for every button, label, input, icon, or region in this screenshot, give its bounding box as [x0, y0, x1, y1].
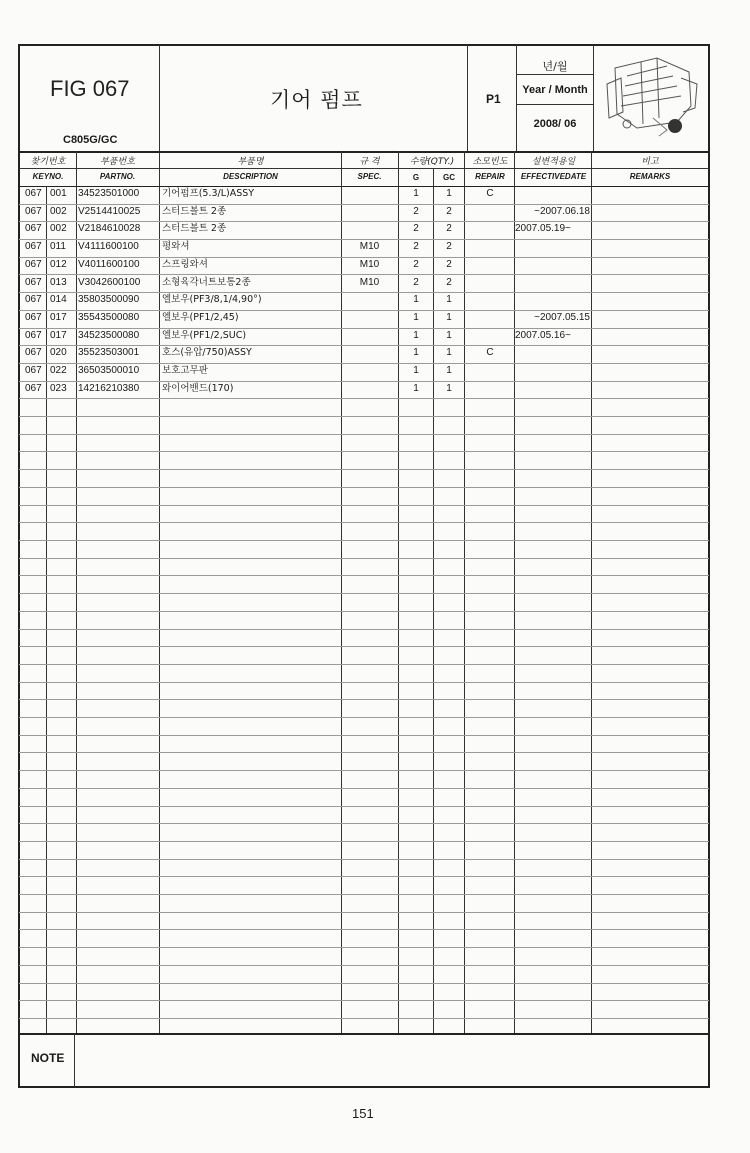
cell-qty-g: 2	[413, 277, 419, 288]
row-divider	[19, 239, 709, 240]
cell-fig-no: 067	[25, 206, 42, 217]
cell-repair: C	[486, 188, 494, 199]
cell-qty-gc: 1	[446, 330, 452, 341]
cell-qty-g: 2	[413, 241, 419, 252]
col-spec-ko: 규 격	[359, 157, 380, 167]
note-field[interactable]	[75, 1035, 708, 1086]
cell-description: 스터드볼트 2종	[162, 223, 227, 234]
row-divider	[19, 717, 709, 718]
row-divider	[19, 699, 709, 700]
row-divider	[19, 876, 709, 877]
row-divider	[19, 469, 709, 470]
revision-date: 2008/ 06	[533, 118, 577, 130]
row-divider	[19, 540, 709, 541]
row-divider	[19, 204, 709, 205]
row-divider	[19, 735, 709, 736]
cell-description: 보호고무판	[162, 365, 208, 376]
cell-description: 스프링와셔	[162, 259, 208, 270]
col-remarks-ko: 비고	[641, 157, 659, 167]
row-divider	[19, 558, 709, 559]
row-divider	[19, 664, 709, 665]
row-divider	[19, 859, 709, 860]
page-title: 기어 펌프	[270, 88, 363, 112]
col-effdate-en: EFFECTIVEDATE	[520, 172, 587, 181]
year-month-label-ko: 년/월	[542, 60, 568, 73]
cell-qty-g: 1	[413, 188, 419, 199]
row-divider	[19, 770, 709, 771]
cell-qty-gc: 2	[446, 241, 452, 252]
col-partno-ko: 부품번호	[100, 157, 135, 167]
row-divider	[19, 363, 709, 364]
cell-fig-no: 067	[25, 294, 42, 305]
col-desc-en: DESCRIPTION	[223, 172, 278, 181]
model-code: C805G/GC	[63, 134, 118, 146]
col-qty-gc: GC	[443, 173, 455, 182]
cell-qty-gc: 2	[446, 277, 452, 288]
cell-qty-g: 1	[413, 365, 419, 376]
cell-fig-no: 067	[25, 259, 42, 270]
cell-repair: C	[486, 347, 494, 358]
cell-part-no: 34523501000	[78, 188, 140, 199]
row-divider	[19, 646, 709, 647]
cell-key-no: 011	[50, 241, 66, 252]
row-divider	[19, 292, 709, 293]
cell-description: 와이어밴드(170)	[162, 383, 234, 394]
row-divider	[19, 416, 709, 417]
cell-qty-g: 1	[413, 330, 419, 341]
cell-fig-no: 067	[25, 277, 42, 288]
cell-key-no: 017	[50, 312, 67, 323]
cell-key-no: 014	[50, 294, 67, 305]
cell-key-no: 002	[50, 223, 67, 234]
cell-fig-no: 067	[25, 188, 42, 199]
col-remarks-en: REMARKS	[629, 172, 671, 181]
cell-spec: M10	[359, 277, 380, 288]
cell-key-no: 020	[50, 347, 67, 358]
row-divider	[19, 310, 709, 311]
cell-effective-date: ~2007.05.15	[534, 312, 590, 323]
col-effdate-ko: 설변적용일	[531, 157, 576, 167]
row-divider	[19, 929, 709, 930]
col-keyno-en: KEYNO.	[32, 172, 64, 181]
cell-effective-date: ~2007.06.18	[534, 206, 590, 217]
row-divider	[19, 257, 709, 258]
cell-part-no: V2514410025	[78, 206, 141, 217]
cell-part-no: V3042600100	[78, 277, 141, 288]
cell-part-no: 34523500080	[78, 330, 140, 341]
row-divider	[19, 345, 709, 346]
col-qty-ko: 수량(QTY.)	[409, 157, 455, 167]
row-divider	[19, 983, 709, 984]
cell-part-no: 35803500090	[78, 294, 140, 305]
cell-description: 평와셔	[162, 241, 190, 252]
cell-qty-gc: 2	[446, 206, 452, 217]
cell-spec: M10	[359, 259, 380, 270]
cell-qty-g: 2	[413, 206, 419, 217]
row-divider	[19, 221, 709, 222]
cell-key-no: 012	[50, 259, 67, 270]
cell-key-no: 017	[50, 330, 67, 341]
row-divider	[19, 947, 709, 948]
row-divider	[19, 629, 709, 630]
row-divider	[19, 682, 709, 683]
cell-fig-no: 067	[25, 383, 42, 394]
col-desc-ko: 부품명	[237, 157, 264, 167]
row-divider	[19, 894, 709, 895]
note-label: NOTE	[31, 1051, 65, 1065]
col-partno-en: PARTNO.	[99, 172, 136, 181]
cell-description: 엘보우(PF1/2,SUC)	[162, 330, 247, 341]
figure-number: FIG 067	[50, 76, 130, 101]
cell-qty-gc: 1	[446, 294, 452, 305]
cell-part-no: 36503500010	[78, 365, 140, 376]
row-divider	[19, 1018, 709, 1019]
cell-part-no: 35523503001	[78, 347, 140, 358]
cell-part-no: V4011600100	[78, 259, 140, 270]
row-divider	[19, 505, 709, 506]
cell-part-no: V4111600100	[78, 241, 139, 252]
cell-qty-gc: 1	[446, 347, 452, 358]
cell-fig-no: 067	[25, 241, 42, 252]
cell-key-no: 022	[50, 365, 67, 376]
cell-fig-no: 067	[25, 223, 42, 234]
cell-spec: M10	[359, 241, 380, 252]
cell-qty-g: 2	[413, 223, 419, 234]
cell-key-no: 013	[50, 277, 67, 288]
row-divider	[19, 575, 709, 576]
combine-harvester-drawing-icon	[597, 48, 707, 150]
cell-qty-gc: 1	[446, 365, 452, 376]
cell-part-no: V2184610028	[78, 223, 141, 234]
cell-qty-g: 1	[413, 347, 419, 358]
col-qty-g: G	[412, 173, 420, 182]
cell-qty-g: 2	[413, 259, 419, 270]
row-divider	[19, 806, 709, 807]
cell-qty-g: 1	[413, 383, 419, 394]
cell-effective-date: 2007.05.19~	[515, 223, 571, 234]
row-divider	[19, 274, 709, 275]
page-number: 151	[352, 1106, 374, 1121]
cell-description: 소형육각너트보통2종	[162, 277, 251, 288]
row-divider	[19, 328, 709, 329]
cell-qty-gc: 1	[446, 188, 452, 199]
col-repair-ko: 소모빈도	[472, 157, 508, 167]
row-divider	[19, 522, 709, 523]
cell-key-no: 002	[50, 206, 67, 217]
row-divider	[19, 434, 709, 435]
row-divider	[19, 912, 709, 913]
cell-part-no: 35543500080	[78, 312, 140, 323]
cell-description: 엘보우(PF1/2,45)	[162, 312, 239, 323]
row-divider	[19, 593, 709, 594]
row-divider	[19, 381, 709, 382]
cell-fig-no: 067	[25, 312, 42, 323]
cell-key-no: 023	[50, 383, 67, 394]
cell-part-no: 14216210380	[78, 383, 140, 394]
cell-fig-no: 067	[25, 330, 42, 341]
row-divider	[19, 1000, 709, 1001]
row-divider	[19, 611, 709, 612]
row-divider	[19, 841, 709, 842]
cell-qty-g: 1	[413, 294, 419, 305]
year-month-label-en: Year / Month	[522, 84, 588, 96]
row-divider	[19, 398, 709, 399]
parts-list-frame	[18, 44, 710, 1088]
cell-fig-no: 067	[25, 347, 42, 358]
cell-description: 스터드볼트 2종	[162, 206, 227, 217]
cell-description: 기어펌프(5.3/L)ASSY	[162, 188, 255, 199]
cell-key-no: 001	[50, 188, 67, 199]
cell-effective-date: 2007.05.16~	[515, 330, 571, 341]
page-code: P1	[486, 92, 501, 106]
row-divider	[19, 451, 709, 452]
cell-qty-gc: 1	[446, 312, 452, 323]
row-divider	[19, 788, 709, 789]
row-divider	[19, 823, 709, 824]
cell-description: 호스(유압/750)ASSY	[162, 347, 252, 358]
row-divider	[19, 965, 709, 966]
cell-description: 엘보우(PF3/8,1/4,90°)	[162, 294, 262, 305]
col-keyno-ko: 찾기번호	[30, 157, 66, 167]
col-spec-en: SPEC.	[357, 172, 382, 181]
cell-qty-gc: 1	[446, 383, 452, 394]
cell-qty-g: 1	[413, 312, 419, 323]
col-repair-en: REPAIR	[475, 172, 505, 181]
row-divider	[19, 487, 709, 488]
cell-qty-gc: 2	[446, 259, 452, 270]
row-divider	[19, 752, 709, 753]
cell-qty-gc: 2	[446, 223, 452, 234]
cell-fig-no: 067	[25, 365, 42, 376]
